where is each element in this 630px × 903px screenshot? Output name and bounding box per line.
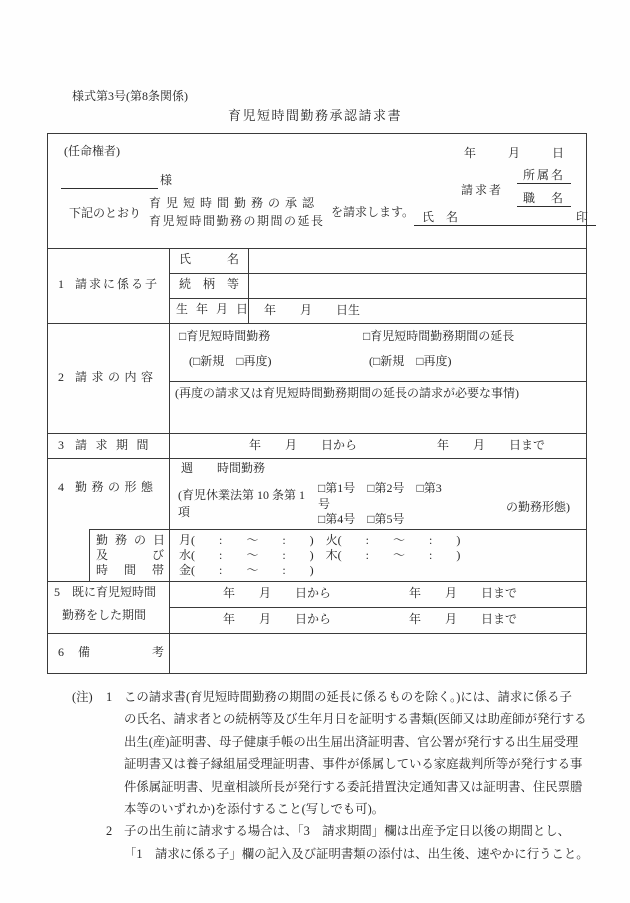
recipient-blank-field xyxy=(61,170,158,189)
divider xyxy=(48,323,586,324)
checkbox-new-or-again-2[interactable]: (□新規 □再度) xyxy=(369,354,452,368)
divider xyxy=(48,633,586,634)
note1-number: 1 xyxy=(106,690,113,704)
note1-line6: 本等のいずれか)を添付すること(写しでも可)。 xyxy=(124,802,385,817)
divider xyxy=(169,273,586,274)
section5-label-line2: 勤務をした期間 xyxy=(62,608,147,622)
divider xyxy=(48,248,586,249)
note2-number: 2 xyxy=(106,824,113,839)
kind-suffix-label: の勤務形態) xyxy=(506,500,570,514)
note1-text xyxy=(124,686,587,820)
request-period-to: 年 月 日まで xyxy=(437,438,546,452)
schedule-fri: 金( : ～ : ) xyxy=(179,563,314,577)
divider xyxy=(169,248,170,673)
checkbox-short-time-work[interactable]: □育児短時間勤務 xyxy=(179,329,271,343)
request-suffix: を請求します。 xyxy=(331,205,415,219)
note1-line5: 件係属証明書、児童相談所長が発行する委託措置決定通知書又は証明書、住民票謄 xyxy=(124,779,583,794)
preamble-text: 下記のとおり xyxy=(69,206,142,220)
note2-line1: 子の出生前に請求する場合は、「3 請求期間」欄は出産予定日以後の期間とし、 xyxy=(124,824,571,839)
note-item-2 xyxy=(72,820,589,865)
child-relation-label: 続 柄 等 xyxy=(179,277,240,291)
divider xyxy=(169,298,586,299)
child-name-label: 氏 名 xyxy=(179,252,240,266)
request-option-extension: 育児短時間勤務の期間の延長 xyxy=(149,214,325,228)
prior-period1-to: 年 月 日まで xyxy=(409,586,518,600)
request-period-from: 年 月 日から xyxy=(249,438,358,452)
section5-label-line1: 既に育児短時間 xyxy=(72,585,157,599)
remarks-label-right: 考 xyxy=(151,645,164,659)
reason-label: (再度の請求又は育児短時間勤務期間の延長の請求が必要な事情) xyxy=(175,386,519,400)
work-days-label-line1: 勤 務 の 日 xyxy=(96,533,168,547)
requester-label: 請求者 xyxy=(461,183,504,197)
kind-wrap-text: 号 xyxy=(318,497,331,511)
weekly-hours-label: 週 時間勤務 xyxy=(181,461,266,475)
request-date: 年 月 日 xyxy=(464,146,575,160)
checkbox-new-or-again-1[interactable]: (□新規 □再度) xyxy=(189,354,272,368)
divider xyxy=(48,458,586,459)
divider xyxy=(48,433,586,434)
section2-number: 2 xyxy=(58,370,64,384)
appointer-label: (任命権者) xyxy=(64,144,120,158)
divider xyxy=(169,381,586,382)
divider xyxy=(48,581,586,582)
section6-number: 6 xyxy=(58,645,64,659)
section4-label: 勤務の形態 xyxy=(75,480,158,494)
law-reference-line2: 項 xyxy=(178,505,191,519)
main-table xyxy=(47,133,587,674)
section2-label: 請求の内容 xyxy=(75,370,158,384)
note1-line4: 証明書又は養子縁組届受理証明書、事件が係属している家庭裁判所等が発行する事 xyxy=(124,757,583,772)
note-item-1 xyxy=(72,686,589,820)
form-number: 様式第3号(第8条関係) xyxy=(72,89,188,103)
prior-period2-from: 年 月 日から xyxy=(223,612,332,626)
remarks-label xyxy=(78,645,164,660)
note1-line3: 出生(産)証明書、母子健康手帳の出生届出済証明書、官公署が発行する出生届受理 xyxy=(124,734,579,749)
divider xyxy=(89,529,90,581)
prior-period1-from: 年 月 日から xyxy=(223,586,332,600)
doc-title: 育児短時間勤務承認請求書 xyxy=(227,108,402,123)
checkbox-period-extension[interactable]: □育児短時間勤務期間の延長 xyxy=(363,329,515,343)
remarks-label-left: 備 xyxy=(78,645,91,659)
note1-line1: この請求書(育児短時間勤務の期間の延長に係るものを除く。)には、請求に係る子 xyxy=(124,690,572,704)
divider xyxy=(169,607,586,608)
work-days-label-line2: 及 び xyxy=(96,548,167,562)
work-days-label-line3: 時 間 帯 xyxy=(96,563,167,577)
seal-label: 印 xyxy=(575,210,588,224)
section1-label: 請求に係る子 xyxy=(75,277,160,291)
prior-period2-to: 年 月 日まで xyxy=(409,612,518,626)
name-label: 氏 名 xyxy=(422,210,459,224)
position-field: 職 名 xyxy=(517,189,571,207)
section3-number: 3 xyxy=(58,438,64,452)
schedule-mon-tue: 月( : ～ : ) 火( : ～ : ) xyxy=(179,533,461,547)
affiliation-field: 所属名 xyxy=(517,166,571,184)
notes-block xyxy=(72,686,589,865)
checkbox-kind-1-2-3[interactable]: □第1号 □第2号 □第3 xyxy=(318,481,442,495)
request-option-approval: 育児短時間勤務の承認 xyxy=(149,196,320,210)
section5-number: 5 xyxy=(54,585,60,599)
name-seal-field xyxy=(414,206,596,226)
schedule-wed-thu: 水( : ～ : ) 木( : ～ : ) xyxy=(179,548,461,562)
checkbox-kind-4-5[interactable]: □第4号 □第5号 xyxy=(318,512,405,526)
child-birth-label: 生年月日 xyxy=(176,302,257,316)
section3-label: 請求期間 xyxy=(75,438,158,452)
note2-line2: 「1 請求に係る子」欄の記入及び証明書類の添付は、出生後、速やかに行うこと。 xyxy=(124,846,589,861)
sama-suffix: 様 xyxy=(160,173,173,187)
section1-number: 1 xyxy=(58,277,64,291)
note1-line2: の氏名、請求者との続柄等及び生年月日を証明する書類(医師又は助産師が発行する xyxy=(124,712,587,727)
law-reference-line1: (育児休業法第 10 条第 1 xyxy=(178,488,305,502)
note2-text xyxy=(124,820,589,865)
child-birth-value: 年 月 日生 xyxy=(264,303,361,317)
section4-number: 4 xyxy=(58,480,64,494)
divider xyxy=(89,529,586,530)
note-mark: (注) xyxy=(72,690,93,704)
